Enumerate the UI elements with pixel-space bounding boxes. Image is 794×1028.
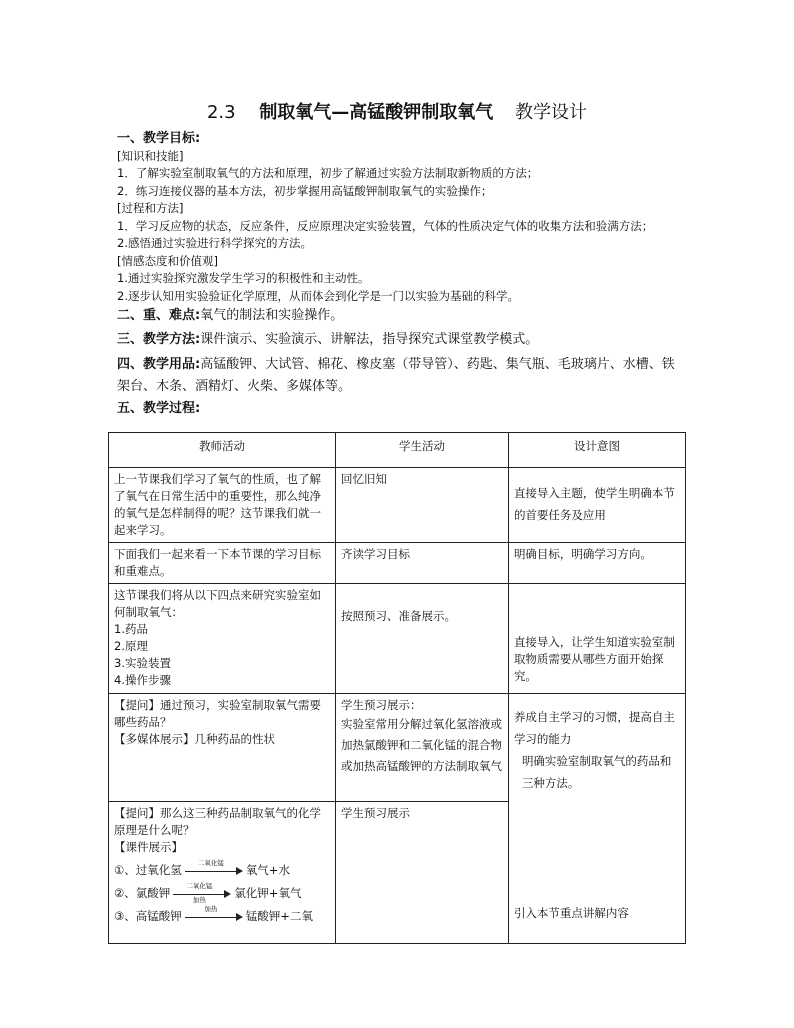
teacher-cell [109,802,336,944]
emotion-label: [情感态度和价值观] [117,253,218,268]
table-row [109,543,686,584]
section-text: 课件演示、实验演示、讲解法，指导探究式课堂教学模式。 [200,331,539,347]
knowledge-item: 1．了解实验室制取氧气的方法和原理，初步了解通过实验方法制取新物质的方法； [117,166,539,180]
section-materials [117,354,687,398]
section-text: 氧气的制法和实验操作。 [200,308,344,323]
header-design: 设计意图 [508,433,685,468]
document-body [117,130,687,418]
section-methods [117,331,687,349]
list-item: 2.原理 [114,639,148,653]
table-row [109,694,686,802]
arrow-icon [173,881,231,904]
list-item: 3.实验装置 [114,656,171,670]
section-key-points [117,307,687,325]
arrow-icon [185,904,243,923]
teacher-text: 这节课我们将从以下四点来研究实验室如何制取氧气： [114,588,321,619]
section-label: 二、重、难点: [117,308,201,323]
section-process [117,400,687,418]
teacher-cell [109,584,336,694]
teacher-text: 【提问】那么这三种药品制取氧气的化学原理是什么呢？ [114,806,321,837]
header-teacher: 教师活动 [109,433,336,468]
teacher-cell: 上一节课我们学习了氧气的性质，也了解了氧气在日常生活中的重要性，那么纯净的氧气是怎样制得的呢？这节课我们就一起来学习。 [109,468,336,543]
arrow-icon [185,858,243,877]
knowledge-item: 2．练习连接仪器的基本方法，初步掌握用高锰酸钾制取氧气的实验操作； [117,183,493,198]
equation-condition: 二氧化锰 [197,858,224,867]
teacher-text: 【课件展示】 [114,840,183,854]
process-label: [过程和方法] [117,201,184,215]
design-cell: 直接导入，让学生知道实验室制取物质需要从哪些方面开始探究。 [508,584,685,694]
table-header-row [109,433,686,468]
section-text: 高锰酸钾、大试管、棉花、橡皮塞（带导管）、药匙、集气瓶、毛玻璃片、水槽、铁架台、木条、酒精灯、火柴、多媒体等。 [117,357,675,394]
teacher-cell: 下面我们一起来看一下本节课的学习目标和重难点。 [109,543,336,584]
section-label: 五、教学过程: [117,401,201,416]
student-cell: 齐读学习目标 [336,543,509,584]
teacher-text: 【多媒体展示】几种药品的性状 [114,732,275,746]
equation-product: 锰酸钾+二氧 [245,909,313,923]
teacher-cell [109,694,336,802]
equation-condition: 二氧化锰 [186,881,213,890]
title-number: 2.3 [206,102,236,123]
design-text: 明确实验室制取氧气的药品和三种方法。 [521,754,672,790]
section-label: 三、教学方法: [117,331,201,347]
equation-condition: 加热 [204,904,218,913]
equation-reactant: ②、氯酸钾 [114,886,171,900]
equation-condition: 加热 [192,895,206,904]
emotion-item: 2.逐步认知用实验验证化学原理，从而体会到化学是一门以实验为基础的科学。 [117,288,519,303]
objectives-heading: 一、教学目标: [117,131,201,146]
equation [114,881,330,904]
student-cell: 学生预习展示 [336,802,509,944]
student-cell: 按照预习、准备展示。 [336,584,509,694]
process-item: 2.感悟通过实验进行科学探究的方法。 [117,236,312,250]
list-item: 4.操作步骤 [114,673,171,687]
design-cell: 直接导入主题，使学生明确本节的首要任务及应用 [508,468,685,543]
equation-reactant: ③、高锰酸钾 [114,909,182,923]
student-text: 实验室常用分解过氧化氢溶液或加热氯酸钾和二氧化锰的混合物或加热高锰酸钾的方法制取氧气 [341,717,503,773]
section-label: 四、教学用品: [117,357,201,372]
title-sub: 教学设计 [515,102,588,123]
process-item: 1．学习反应物的状态，反应条件，反应原理决定实验装置，气体的性质决定气体的收集方法和验满方法； [117,218,654,233]
student-cell [336,694,509,802]
equation-reactant: ①、过氧化氢 [114,863,182,877]
title-main: 制取氧气—高锰酸钾制取氧气 [259,102,494,123]
equation [114,858,330,879]
equation [114,904,330,925]
page-title [0,100,794,126]
table-row [109,584,686,694]
equation-product: 氯化钾+氧气 [234,886,302,900]
design-text: 养成自主学习的习惯，提高自主学习的能力 [513,710,675,746]
design-cell [508,694,685,944]
design-cell: 明确目标，明确学习方向。 [508,543,685,584]
list-item: 1.药品 [114,622,148,636]
header-student: 学生活动 [336,433,509,468]
teacher-text: 【提问】通过预习，实验室制取氧气需要哪些药品？ [114,698,321,729]
emotion-item: 1.通过实验探究激发学生学习的积极性和主动性。 [117,271,370,285]
student-cell: 回忆旧知 [336,468,509,543]
knowledge-label: [知识和技能] [117,148,184,163]
equation-product: 氧气+水 [245,863,290,877]
student-text: 学生预习展示： [341,698,422,712]
table-row [109,468,686,543]
design-text: 引入本节重点讲解内容 [513,906,629,920]
process-table [108,432,686,944]
